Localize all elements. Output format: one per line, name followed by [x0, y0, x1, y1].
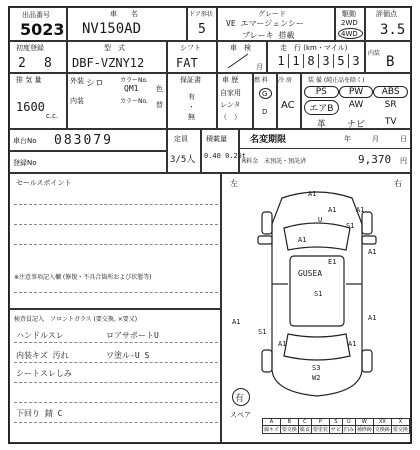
rule [14, 362, 218, 363]
int-color-label: 内装 [70, 97, 84, 105]
rule [14, 292, 218, 293]
legend-meaning: 補修跡 [356, 427, 372, 433]
wheel-rear-right [362, 350, 372, 372]
load-box [201, 129, 247, 173]
lot-number: 5023 [20, 20, 65, 39]
legend-code: U [342, 419, 355, 426]
grade-box [217, 7, 335, 41]
rule [14, 244, 218, 245]
usage-box [217, 73, 253, 129]
load-label: 積載量 [206, 135, 227, 143]
inspector-label: 検査員記入 フロントガラス (要交換, ×要又) [14, 316, 138, 323]
equip-leather: 革 [316, 120, 326, 130]
grade-line2: ブレーキ 搭載 [242, 31, 295, 40]
fuel-selected-circle [259, 88, 272, 99]
damage-mark: S3 [312, 364, 321, 372]
displacement-label: 排 気 量 [16, 76, 42, 84]
rule [14, 382, 218, 383]
legend-meaning: 交換跡 [374, 427, 390, 433]
usage-rental: レンタ [220, 101, 241, 109]
damage-mark: A1 [308, 190, 317, 198]
mileage-digit: 3 [352, 54, 360, 68]
legend-code: S [329, 419, 342, 426]
usage-private: 自家用 [220, 89, 241, 97]
rule [14, 342, 218, 343]
damage-mark: A1 [298, 236, 307, 244]
capacity: 3/5人 [170, 155, 196, 165]
usage-other: （ ） [220, 113, 241, 121]
recycle-year: 年 [344, 135, 351, 143]
chassis-label: 車台No [13, 137, 37, 145]
mirror-left [258, 236, 272, 244]
model-label: 型 式 [104, 44, 125, 52]
rear-window [284, 334, 350, 360]
notes-label: ※注意事項記入欄 (修復・不具合箇所および状態等) [14, 274, 152, 281]
color-mark: 色 [156, 85, 163, 93]
rule [14, 224, 218, 225]
model-box [67, 41, 167, 73]
wheel-front-right [362, 212, 372, 234]
mileage-digit: 1 [289, 54, 304, 68]
inspection-month-label: 月 [256, 63, 263, 71]
grade-label: グレード [258, 10, 286, 18]
equip-airbag: エアB [304, 100, 339, 115]
fuel-box [253, 73, 277, 129]
damage-mark: S1 [314, 290, 323, 298]
mileage-digit: 8 [304, 54, 319, 68]
damage-mark: A1 [356, 206, 365, 214]
ext-color: シロ [86, 79, 105, 89]
inspector-note: シートスレしみ [16, 369, 72, 378]
shift: FAT [176, 56, 198, 70]
inspector-note-right: ロアサポートU [106, 331, 159, 340]
spare-label: スペア [230, 411, 251, 419]
damage-mark: A1 [232, 318, 241, 326]
spare-mark: 有 [235, 394, 245, 404]
doors-label: ドア形状 [189, 11, 213, 18]
legend-code: W [355, 419, 373, 426]
ac: AC [281, 100, 295, 111]
rule [14, 402, 218, 403]
legend-code: X [391, 419, 409, 426]
displacement: 1600 [16, 100, 45, 114]
doors-box [187, 7, 217, 41]
legend-meaning: 線キズ [264, 427, 279, 433]
ext-color-label: 外装 [70, 77, 84, 85]
windshield [284, 223, 350, 250]
score-label: 評価点 [376, 10, 397, 18]
reg-box [9, 151, 167, 173]
damage-mark: U [318, 216, 323, 224]
damage-mark: S1 [346, 222, 355, 230]
drive-opt-2wd: 2WD [341, 19, 358, 27]
warranty-box [167, 73, 217, 129]
inspector-note: 内装キズ 汚れ [16, 351, 69, 360]
damage-mark: W2 [312, 374, 321, 382]
diagram-right-label: 右 [394, 179, 402, 188]
mileage-label: 走 行 (km・マイル) [280, 44, 348, 52]
mirror-right [362, 236, 376, 244]
inspector-note-right: ワ塗ル-U S [106, 351, 150, 360]
recycle-fee-label: R料金 未預託・預託済 [242, 158, 307, 165]
shift-label: シフト [180, 44, 201, 52]
damage-mark: A1 [278, 340, 287, 348]
legend-meaning: 要交換 [281, 427, 297, 433]
car-name-label: 車 名 [110, 10, 138, 18]
lot-box [9, 7, 67, 41]
damage-mark: S1 [258, 328, 267, 336]
ac-label: 冷 房 [278, 77, 292, 84]
car-name: NV150AD [82, 21, 142, 37]
fuel-diesel: D [262, 108, 268, 116]
recycle-divider [240, 148, 410, 149]
recycle-yen: 円 [400, 157, 407, 165]
warranty-label: 保証書 [180, 76, 201, 84]
recycle-label: 名変期限 [250, 135, 287, 145]
color-no-label: カラーNo. [120, 77, 148, 84]
legend-code: B [280, 419, 298, 426]
sales-point-label: セールスポイント [16, 179, 72, 187]
legend-meaning: 凹み [343, 427, 354, 433]
drive-label: 駆動 [342, 10, 356, 18]
damage-mark: A1 [348, 340, 357, 348]
recycle-box [239, 129, 411, 173]
ac-box [277, 73, 301, 129]
recycle-day: 日 [400, 135, 407, 143]
fuel-label: 燃 料 [254, 77, 268, 84]
sales-point-box [9, 173, 221, 309]
model: DBF-VZNY12 [72, 56, 145, 70]
reg-label: 登録No [13, 159, 37, 167]
legend-code: A [263, 419, 281, 426]
equipment-label: 装 備 (純正品を除く) [308, 77, 365, 84]
color-box [67, 73, 167, 129]
capacity-label: 定員 [174, 135, 188, 143]
inspection-label: 車 検 [230, 44, 251, 52]
recycle-fee: 9,370 [358, 153, 392, 166]
load: 0.40 0.25t [204, 152, 247, 160]
int-color-no-label: カラーNo. [120, 98, 148, 105]
equip-aw: AW [348, 100, 364, 110]
displacement-unit: c.c. [46, 112, 59, 120]
legend-meaning: 腐食 [299, 427, 310, 433]
recycle-month: 月 [372, 135, 379, 143]
capacity-box [167, 129, 201, 173]
legend-meaning: サビ [330, 427, 341, 433]
drive-opt-4wd: 4WD [341, 30, 358, 38]
interior-grade: B [386, 54, 395, 70]
color-no: QM1 [124, 84, 139, 93]
score-box [365, 7, 411, 41]
drive-selected-circle [338, 28, 363, 39]
rule [14, 422, 218, 423]
first-reg-label: 初度登録 [16, 44, 44, 52]
warranty-yes: 有 [188, 93, 195, 101]
first-reg-box [9, 41, 67, 73]
inspection-box [217, 41, 267, 73]
legend-meaning: 要塗装 [312, 427, 328, 433]
equipment-box [301, 73, 411, 129]
car-diagram [228, 184, 406, 406]
mileage-box [267, 41, 365, 73]
usage-label: 車 歴 [222, 76, 239, 84]
equipment-grid [304, 86, 408, 130]
legend-code: C [298, 419, 311, 426]
drive-box [335, 7, 365, 41]
rule [14, 204, 218, 205]
doors: 5 [198, 22, 206, 37]
score: 3.5 [380, 22, 406, 38]
displacement-box [9, 73, 67, 129]
inspector-note: 下回り 錆 C [16, 409, 63, 418]
first-reg-month: 8 [44, 56, 52, 71]
damage-mark: A1 [328, 206, 337, 214]
inspection-cross-mark [226, 52, 250, 70]
swap-mark: 替 [156, 101, 163, 109]
wheel-rear-left [262, 350, 272, 372]
mileage-digit: 1 [274, 54, 289, 68]
car-name-box [67, 7, 187, 41]
equip-abs: ABS [373, 86, 408, 98]
grade-line1: VE エマージェンシー [226, 19, 304, 28]
equip-sr: SR [384, 100, 397, 110]
mileage-digits [274, 54, 363, 68]
chassis-box [9, 129, 167, 151]
diagram-left-label: 左 [230, 179, 238, 188]
damage-mark: A1 [368, 314, 377, 322]
mileage-digit: 3 [319, 54, 334, 68]
interior-label: 内装 [368, 50, 381, 57]
inspector-box [9, 309, 221, 443]
equip-pw: PW [339, 86, 374, 98]
auction-sheet [8, 6, 412, 444]
legend-code: XX [373, 419, 391, 426]
warranty-no: 無 [188, 113, 195, 121]
shift-box [167, 41, 217, 73]
damage-mark: A1 [368, 248, 377, 256]
damage-mark: E1 [328, 258, 337, 266]
legend-code: P [311, 419, 329, 426]
legend-table [262, 418, 410, 434]
warranty-dot: ・ [188, 103, 195, 111]
interior-box [365, 41, 411, 73]
inspector-note: ハンドルスレ [16, 331, 64, 340]
diagram-center-text: GUSEA [298, 269, 323, 278]
chassis: 083079 [54, 133, 113, 148]
lot-label: 出品番号 [22, 11, 50, 19]
equip-navi: ナビ [346, 120, 365, 130]
mileage-digit: 5 [334, 54, 349, 68]
legend-meaning: 要交換 [392, 427, 408, 433]
fuel-gas: G [262, 90, 268, 98]
equip-tv: TV [384, 117, 397, 127]
wheel-front-left [262, 212, 272, 234]
equip-ps: PS [304, 86, 339, 98]
first-reg-year: 2 [18, 56, 26, 71]
diagram-box [221, 173, 411, 443]
